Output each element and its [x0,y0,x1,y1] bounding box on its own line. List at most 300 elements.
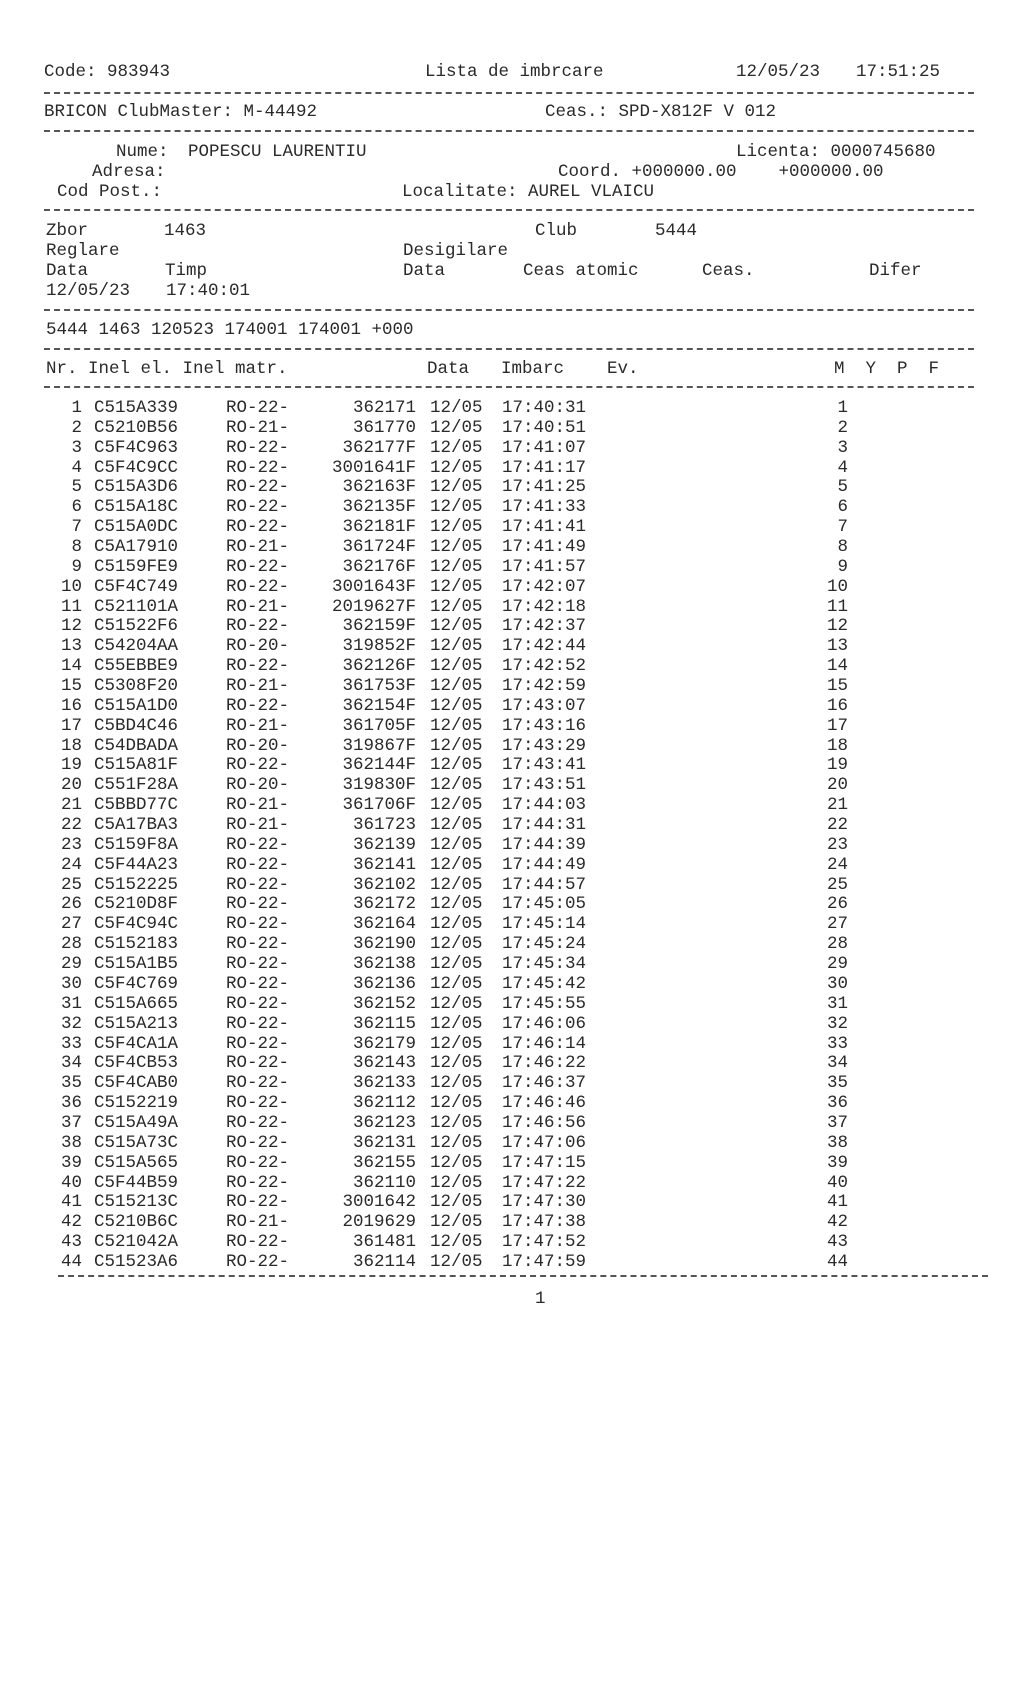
arrival-time: 17:46:06 [502,1013,587,1034]
position-m: 3 [837,437,848,458]
position-m: 6 [837,497,848,518]
desigilare-label: Desigilare [403,241,509,261]
ring-prefix: RO-22- [226,894,290,915]
table-header-imbarc: Imbarc [501,359,565,379]
row-number: 6 [71,497,82,518]
club-label: Club [535,221,578,241]
position-m: 10 [826,576,848,597]
arrival-date: 12/05 [430,775,483,796]
row-number: 25 [60,874,82,895]
locality-text: Localitate: AUREL VLAICU [402,182,655,202]
position-m: 14 [826,656,848,677]
electronic-ring: C5F44B59 [94,1172,179,1193]
timp-label: Timp [165,261,208,281]
table-row [0,696,1024,716]
ring-prefix: RO-22- [226,854,290,875]
ring-number: 361723 [352,815,416,836]
table-row [0,974,1024,994]
position-m: 35 [826,1073,848,1094]
position-m: 22 [826,815,848,836]
electronic-ring: C51523A6 [94,1251,179,1272]
ring-prefix: RO-22- [226,1172,290,1193]
arrival-date: 12/05 [430,954,483,975]
electronic-ring: C5308F20 [94,676,179,697]
electronic-ring: C5210B56 [94,417,179,438]
print-time: 17:51:25 [856,62,941,82]
arrival-time: 17:46:37 [502,1073,587,1094]
position-m: 17 [826,715,848,736]
ring-prefix: RO-22- [226,1033,290,1054]
arrival-date: 12/05 [430,1033,483,1054]
arrival-date: 12/05 [430,1172,483,1193]
ring-prefix: RO-21- [226,1212,290,1233]
electronic-ring: C5F4CA1A [94,1033,179,1054]
arrival-date: 12/05 [430,1132,483,1153]
electronic-ring: C515A0DC [94,517,179,538]
ring-prefix: RO-22- [226,1152,290,1173]
arrival-date: 12/05 [430,556,483,577]
ring-number: 362110 [352,1172,416,1193]
electronic-ring: C5152225 [94,874,179,895]
arrival-time: 17:42:37 [502,616,587,637]
arrival-date: 12/05 [430,636,483,657]
row-number: 41 [60,1192,82,1213]
document-title: Lista de imbrcare [425,62,604,82]
ring-number: 362126F [342,656,416,677]
ring-prefix: RO-22- [226,934,290,955]
position-m: 36 [826,1093,848,1114]
electronic-ring: C5F4C94C [94,914,179,935]
ring-number: 361770 [352,417,416,438]
ring-prefix: RO-20- [226,636,290,657]
electronic-ring: C55EBBE9 [94,656,179,677]
position-m: 4 [837,457,848,478]
arrival-date: 12/05 [430,517,483,538]
electronic-ring: C515213C [94,1192,179,1213]
arrival-date: 12/05 [430,715,483,736]
ring-prefix: RO-21- [226,715,290,736]
ring-prefix: RO-22- [226,576,290,597]
ring-prefix: RO-22- [226,973,290,994]
electronic-ring: C515A73C [94,1132,179,1153]
arrival-date: 12/05 [430,1192,483,1213]
ring-prefix: RO-22- [226,1132,290,1153]
ring-number: 361481 [352,1232,416,1253]
table-row [0,954,1024,974]
arrival-date: 12/05 [430,934,483,955]
arrival-date: 12/05 [430,894,483,915]
position-m: 42 [826,1212,848,1233]
arrival-time: 17:47:22 [502,1172,587,1193]
row-number: 35 [60,1073,82,1094]
table-row [0,418,1024,438]
ring-number: 362102 [352,874,416,895]
ring-number: 362176F [342,556,416,577]
pigeon-list [0,398,1024,1272]
row-number: 9 [71,556,82,577]
table-row [0,537,1024,557]
ring-prefix: RO-22- [226,1192,290,1213]
ring-prefix: RO-22- [226,437,290,458]
ring-number: 362114 [352,1251,416,1272]
row-number: 34 [60,1053,82,1074]
electronic-ring: C515A339 [94,398,179,418]
ring-prefix: RO-22- [226,1073,290,1094]
arrival-time: 17:47:06 [502,1132,587,1153]
arrival-time: 17:44:03 [502,795,587,816]
arrival-date: 12/05 [430,1093,483,1114]
table-row [0,815,1024,835]
row-number: 33 [60,1033,82,1054]
divider [58,1275,988,1277]
electronic-ring: C551F28A [94,775,179,796]
ring-prefix: RO-22- [226,477,290,498]
ring-prefix: RO-22- [226,1251,290,1272]
arrival-date: 12/05 [430,477,483,498]
arrival-time: 17:47:59 [502,1251,587,1272]
ring-number: 319852F [342,636,416,657]
ring-number: 362135F [342,497,416,518]
table-row [0,795,1024,815]
row-number: 18 [60,735,82,756]
row-number: 32 [60,1013,82,1034]
table-row [0,994,1024,1014]
position-m: 37 [826,1112,848,1133]
name-label: Nume: [116,142,169,162]
electronic-ring: C51522F6 [94,616,179,637]
address-label: Adresa: [92,162,166,182]
table-row [0,1014,1024,1034]
electronic-ring: C5F4C749 [94,576,179,597]
row-number: 20 [60,775,82,796]
row-number: 11 [60,596,82,617]
arrival-date: 12/05 [430,1013,483,1034]
arrival-time: 17:40:51 [502,417,587,438]
ring-prefix: RO-22- [226,695,290,716]
arrival-time: 17:42:18 [502,596,587,617]
position-m: 25 [826,874,848,895]
ring-number: 362154F [342,695,416,716]
row-number: 19 [60,755,82,776]
arrival-time: 17:46:14 [502,1033,587,1054]
electronic-ring: C515A49A [94,1112,179,1133]
arrival-time: 17:41:17 [502,457,587,478]
electronic-ring: C54DBADA [94,735,179,756]
row-number: 8 [71,537,82,558]
position-m: 20 [826,775,848,796]
coord-text: Coord. +000000.00 +000000.00 [558,162,884,182]
postal-label: Cod Post.: [57,182,163,202]
electronic-ring: C5F44A23 [94,854,179,875]
position-m: 38 [826,1132,848,1153]
table-row [0,1192,1024,1212]
ring-prefix: RO-22- [226,616,290,637]
electronic-ring: C5159FE9 [94,556,179,577]
row-number: 7 [71,517,82,538]
table-row [0,517,1024,537]
position-m: 19 [826,755,848,776]
position-m: 31 [826,993,848,1014]
ring-number: 362143 [352,1053,416,1074]
ring-number: 362141 [352,854,416,875]
arrival-date: 12/05 [430,1053,483,1074]
row-number: 44 [60,1251,82,1272]
electronic-ring: C515A665 [94,993,179,1014]
row-number: 38 [60,1132,82,1153]
divider [44,209,974,211]
position-m: 2 [837,417,848,438]
table-row [0,477,1024,497]
arrival-time: 17:40:31 [502,398,587,418]
table-row [0,557,1024,577]
arrival-time: 17:45:05 [502,894,587,915]
arrival-time: 17:43:51 [502,775,587,796]
ring-number: 362136 [352,973,416,994]
ring-prefix: RO-21- [226,795,290,816]
ring-number: 362155 [352,1152,416,1173]
row-number: 40 [60,1172,82,1193]
summary-code-line: 5444 1463 120523 174001 174001 +000 [46,320,414,340]
arrival-time: 17:47:15 [502,1152,587,1173]
table-row [0,1252,1024,1272]
arrival-time: 17:44:57 [502,874,587,895]
arrival-time: 17:42:59 [502,676,587,697]
row-number: 42 [60,1212,82,1233]
divider [44,130,974,132]
ring-prefix: RO-22- [226,656,290,677]
table-row [0,1232,1024,1252]
position-m: 29 [826,954,848,975]
table-row [0,1093,1024,1113]
ring-prefix: RO-20- [226,775,290,796]
arrival-date: 12/05 [430,616,483,637]
position-m: 21 [826,795,848,816]
table-row [0,1133,1024,1153]
electronic-ring: C5159F8A [94,834,179,855]
ring-prefix: RO-22- [226,1112,290,1133]
position-m: 27 [826,914,848,935]
ring-number: 3001642 [342,1192,416,1213]
reglare-label: Reglare [46,241,120,261]
table-row [0,855,1024,875]
arrival-time: 17:42:52 [502,656,587,677]
ring-number: 319830F [342,775,416,796]
electronic-ring: C515A1B5 [94,954,179,975]
position-m: 39 [826,1152,848,1173]
position-m: 40 [826,1172,848,1193]
row-number: 4 [71,457,82,478]
ring-number: 362159F [342,616,416,637]
position-m: 41 [826,1192,848,1213]
ring-prefix: RO-21- [226,676,290,697]
arrival-time: 17:43:41 [502,755,587,776]
ring-number: 362190 [352,934,416,955]
table-row [0,438,1024,458]
owner-name: POPESCU LAURENTIU [188,142,367,162]
table-header-mypf: M Y P F [834,359,940,379]
position-m: 1 [837,398,848,418]
ring-number: 362133 [352,1073,416,1094]
arrival-date: 12/05 [430,1251,483,1272]
divider [44,386,974,388]
table-row [0,1034,1024,1054]
arrival-time: 17:45:34 [502,954,587,975]
data-label-2: Data [403,261,446,281]
arrival-time: 17:47:52 [502,1232,587,1253]
electronic-ring: C515A1D0 [94,695,179,716]
row-number: 1 [71,398,82,418]
reglare-date: 12/05/23 [46,281,131,301]
clock-text: Ceas.: SPD-X812F V 012 [545,102,777,122]
ring-prefix: RO-22- [226,1093,290,1114]
reglare-time: 17:40:01 [166,281,251,301]
ring-number: 361705F [342,715,416,736]
ring-prefix: RO-22- [226,914,290,935]
position-m: 30 [826,973,848,994]
table-header-data: Data [427,359,470,379]
arrival-date: 12/05 [430,854,483,875]
arrival-date: 12/05 [430,1073,483,1094]
arrival-time: 17:43:07 [502,695,587,716]
table-row [0,636,1024,656]
arrival-date: 12/05 [430,398,483,418]
arrival-date: 12/05 [430,417,483,438]
row-number: 24 [60,854,82,875]
table-row [0,894,1024,914]
electronic-ring: C515A213 [94,1013,179,1034]
ring-number: 361724F [342,537,416,558]
position-m: 44 [826,1251,848,1272]
arrival-date: 12/05 [430,437,483,458]
electronic-ring: C515A81F [94,755,179,776]
ring-prefix: RO-22- [226,834,290,855]
row-number: 30 [60,973,82,994]
position-m: 32 [826,1013,848,1034]
electronic-ring: C515A3D6 [94,477,179,498]
row-number: 26 [60,894,82,915]
position-m: 26 [826,894,848,915]
row-number: 15 [60,676,82,697]
row-number: 10 [60,576,82,597]
electronic-ring: C521101A [94,596,179,617]
arrival-date: 12/05 [430,993,483,1014]
row-number: 23 [60,834,82,855]
license-text: Licenta: 0000745680 [736,142,936,162]
row-number: 5 [71,477,82,498]
arrival-time: 17:44:31 [502,815,587,836]
ring-prefix: RO-22- [226,1232,290,1253]
electronic-ring: C5BBD77C [94,795,179,816]
arrival-time: 17:47:38 [502,1212,587,1233]
row-number: 39 [60,1152,82,1173]
arrival-date: 12/05 [430,1212,483,1233]
table-row [0,458,1024,478]
position-m: 7 [837,517,848,538]
row-number: 22 [60,815,82,836]
row-number: 2 [71,417,82,438]
print-date: 12/05/23 [736,62,821,82]
arrival-time: 17:44:39 [502,834,587,855]
row-number: 28 [60,934,82,955]
arrival-date: 12/05 [430,1112,483,1133]
arrival-time: 17:41:57 [502,556,587,577]
electronic-ring: C5A17910 [94,537,179,558]
ring-number: 362123 [352,1112,416,1133]
arrival-date: 12/05 [430,537,483,558]
arrival-date: 12/05 [430,695,483,716]
electronic-ring: C5F4C769 [94,973,179,994]
ring-number: 362163F [342,477,416,498]
position-m: 24 [826,854,848,875]
position-m: 15 [826,676,848,697]
ring-prefix: RO-22- [226,993,290,1014]
table-row [0,775,1024,795]
position-m: 9 [837,556,848,577]
ring-number: 362164 [352,914,416,935]
arrival-date: 12/05 [430,755,483,776]
ring-number: 2019629 [342,1212,416,1233]
table-row [0,676,1024,696]
arrival-time: 17:42:07 [502,576,587,597]
position-m: 43 [826,1232,848,1253]
arrival-date: 12/05 [430,874,483,895]
table-row [0,597,1024,617]
zbor-label: Zbor [46,221,89,241]
ring-number: 362172 [352,894,416,915]
divider [44,348,974,350]
electronic-ring: C515A565 [94,1152,179,1173]
arrival-time: 17:43:16 [502,715,587,736]
arrival-time: 17:45:42 [502,973,587,994]
zbor-value: 1463 [164,221,207,241]
arrival-time: 17:47:30 [502,1192,587,1213]
arrival-date: 12/05 [430,973,483,994]
divider [44,92,974,94]
position-m: 34 [826,1053,848,1074]
table-row [0,1153,1024,1173]
ring-prefix: RO-21- [226,815,290,836]
electronic-ring: C5BD4C46 [94,715,179,736]
table-row [0,736,1024,756]
arrival-date: 12/05 [430,497,483,518]
table-row [0,1173,1024,1193]
ring-number: 362177F [342,437,416,458]
ring-prefix: RO-21- [226,537,290,558]
arrival-time: 17:41:25 [502,477,587,498]
arrival-time: 17:45:55 [502,993,587,1014]
table-row [0,616,1024,636]
position-m: 33 [826,1033,848,1054]
ring-prefix: RO-22- [226,517,290,538]
table-row [0,835,1024,855]
arrival-time: 17:46:22 [502,1053,587,1074]
ring-prefix: RO-20- [226,735,290,756]
electronic-ring: C5A17BA3 [94,815,179,836]
ring-prefix: RO-22- [226,457,290,478]
difer-label: Difer [869,261,922,281]
ring-prefix: RO-22- [226,954,290,975]
position-m: 12 [826,616,848,637]
table-row [0,1073,1024,1093]
ring-number: 362131 [352,1132,416,1153]
arrival-date: 12/05 [430,656,483,677]
row-number: 12 [60,616,82,637]
arrival-date: 12/05 [430,834,483,855]
arrival-date: 12/05 [430,914,483,935]
ring-number: 362179 [352,1033,416,1054]
position-m: 11 [826,596,848,617]
table-row [0,716,1024,736]
